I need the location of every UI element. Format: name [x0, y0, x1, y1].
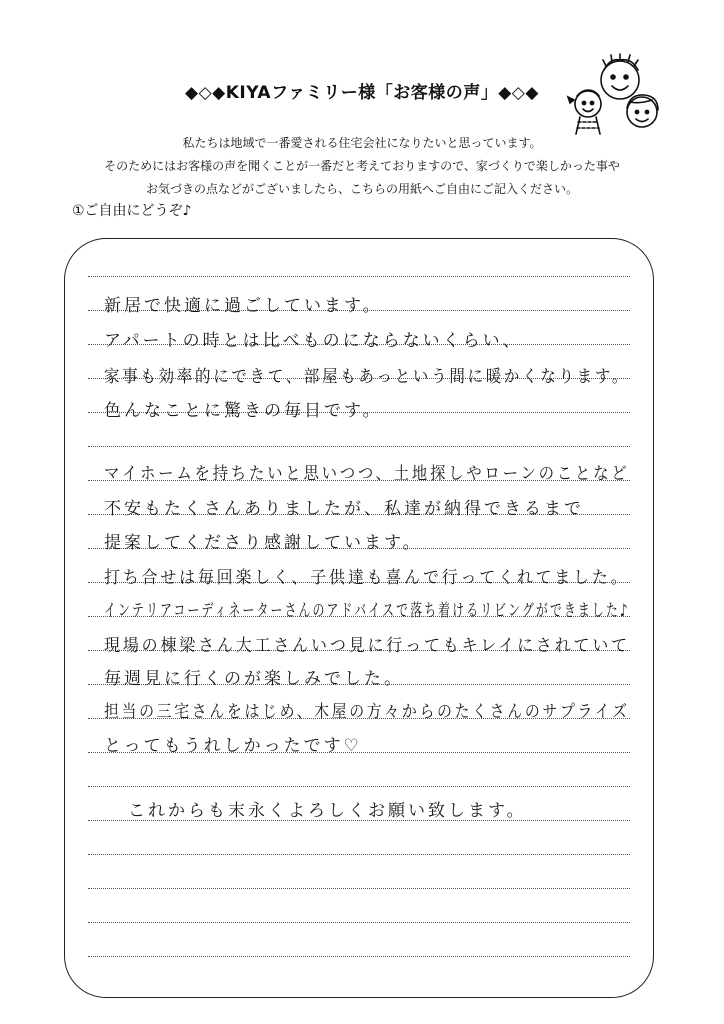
intro-line: そのためにはお客様の声を聞くことが一番だと考えておりますので、家づくりで楽しかった事や: [104, 159, 620, 173]
intro-line: 私たちは地域で一番愛される住宅会社になりたいと思っています。: [182, 136, 542, 150]
handwritten-line: 新居で快適に過ごしています。: [104, 296, 383, 316]
handwritten-line: 家事も効率的にできて、部屋もあっという間に暖かくなります。: [104, 367, 631, 387]
handwritten-line: アパートの時とは比べものにならないくらい、: [104, 331, 523, 351]
page-title: ◆◇◆KIYAファミリー様「お客様の声」◆◇◆: [185, 83, 539, 103]
handwritten-line: 提案してくださり感謝しています。: [104, 533, 423, 553]
section-label: ①ご自由にどうぞ♪: [72, 203, 192, 219]
handwritten-line: マイホームを持ちたいと思いつつ、土地探しやローンのことなど: [104, 464, 630, 484]
handwritten-line: これからも末永くよろしくお願い致します。: [128, 801, 527, 821]
handwritten-line: 不安もたくさんありましたが、私達が納得できるまで: [104, 499, 584, 519]
handwritten-line: 毎週見に行くのが楽しみでした。: [104, 669, 404, 689]
ruled-line: [88, 922, 630, 923]
handwritten-line: 担当の三宅さんをはじめ、木屋の方々からのたくさんのサプライズ: [104, 702, 630, 722]
ruled-line: [88, 888, 630, 889]
handwritten-line: とってもうれしかったです♡: [104, 736, 362, 756]
handwritten-line: インテリアコーディネーターさんのアドバイスで落ち着けるリビングができました♪: [104, 601, 630, 621]
ruled-line: [88, 276, 630, 277]
ruled-line: [88, 854, 630, 855]
ruled-line: [88, 446, 630, 447]
intro-text: [0, 132, 724, 201]
ruled-line: [88, 956, 630, 957]
intro-line: お気づきの点などがございましたら、こちらの用紙へご自由にご記入ください。: [145, 182, 578, 196]
ruled-line: [88, 786, 630, 787]
handwritten-line: 打ち合せは毎回楽しく、子供達も喜んで行ってくれてました。: [104, 568, 630, 588]
handwritten-line: 色んなことに驚きの毎日です。: [104, 401, 383, 421]
handwritten-line: 現場の棟梁さん大工さんいつ見に行ってもキレイにされていて: [104, 636, 631, 656]
family-faces-icon: [560, 50, 670, 140]
